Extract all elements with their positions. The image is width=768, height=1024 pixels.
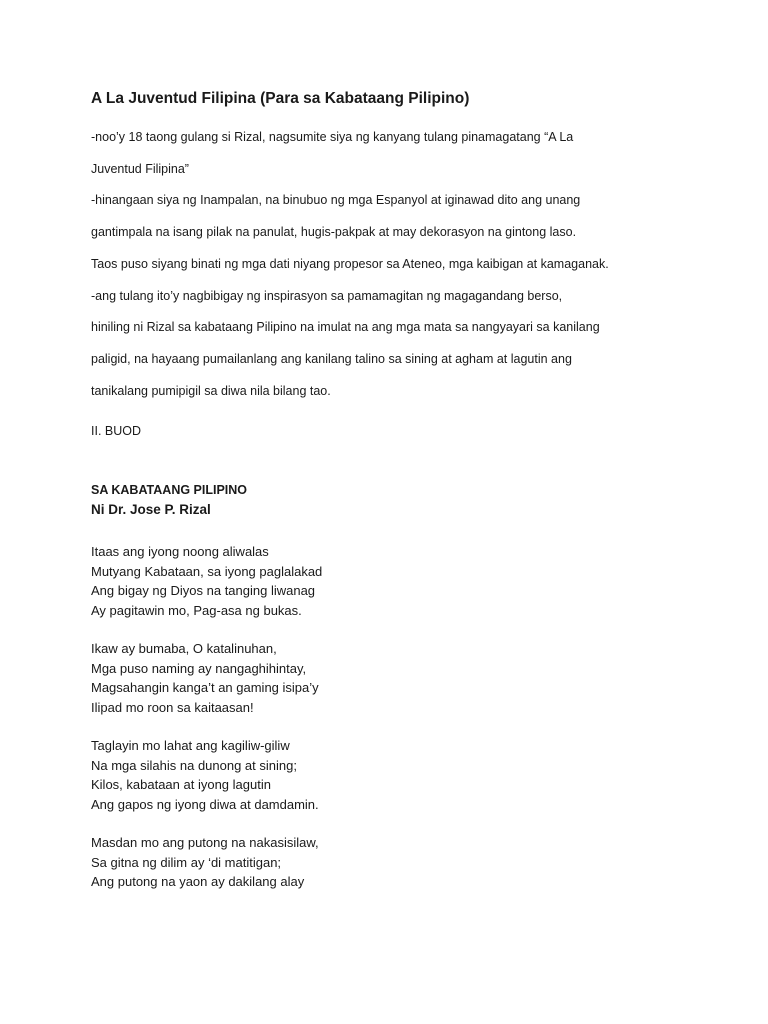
intro-line: -hinangaan siya ng Inampalan, na binubuo ng mga Espanyol at iginawad dito ang unang [91,193,581,207]
poem-line: Mutyang Kabataan, sa iyong paglalakad [91,563,323,579]
poem-line: Na mga silahis na dunong at sining; [91,757,297,773]
document-title: A La Juventud Filipina (Para sa Kabataang Pilipino) [91,90,470,107]
section-heading: II. BUOD [91,424,142,438]
poem-stanza [91,639,319,717]
poem-line: Sa gitna ng dilim ay ‘di matitigan; [91,854,282,870]
poem-line: Ikaw ay bumaba, O katalinuhan, [91,641,277,656]
poem-line: Taglayin mo lahat ang kagiliw-giliw [91,738,290,753]
intro-line: -noo’y 18 taong gulang si Rizal, nagsumite siya ng kanyang tulang pinamagatang “A La [91,130,574,144]
intro-line: tanikalang pumipigil sa diwa nila bilang tao. [91,384,331,398]
poem-line: Itaas ang iyong noong aliwalas [91,544,269,559]
poem-line: Magsahangin kanga’t an gaming isipa’y [91,680,319,696]
poem-title: SA KABATAANG PILIPINO [91,483,248,497]
poem-line: Ang bigay ng Diyos na tanging liwanag [91,583,316,599]
poem-author: Ni Dr. Jose P. Rizal [91,502,211,517]
poem-line: Masdan mo ang putong na nakasisilaw, [91,835,319,850]
intro-line: gantimpala na isang pilak na panulat, hugis-pakpak at may dekorasyon na gintong laso. [91,225,577,239]
poem-line: Ay pagitawin mo, Pag-asa ng bukas. [91,602,302,618]
intro-line: -ang tulang ito’y nagbibigay ng inspirasyon sa pamamagitan ng magagandang berso, [91,289,563,303]
intro-line: paligid, na hayaang pumailanlang ang kanilang talino sa sining at agham at lagutin ang [91,352,572,366]
poem-line: Mga puso naming ay nangaghihintay, [91,660,307,676]
poem-stanza [91,833,319,892]
poem-line: Ang gapos ng iyong diwa at damdamin. [91,796,319,812]
intro-line: Juventud Filipina” [91,162,189,176]
poem-line: Kilos, kabataan at iyong lagutin [91,777,271,793]
intro-line: Taos puso siyang binati ng mga dati niyang propesor sa Ateneo, mga kaibigan at kamaganak. [91,257,609,271]
intro-line: hiniling ni Rizal sa kabataang Pilipino na imulat na ang mga mata sa nangyayari sa kanilang [91,320,600,334]
poem-stanza [91,736,319,814]
poem-stanza [91,542,322,620]
poem-line: Ang putong na yaon ay dakilang alay [91,874,305,890]
poem-line: Ilipad mo roon sa kaitaasan! [91,699,254,715]
